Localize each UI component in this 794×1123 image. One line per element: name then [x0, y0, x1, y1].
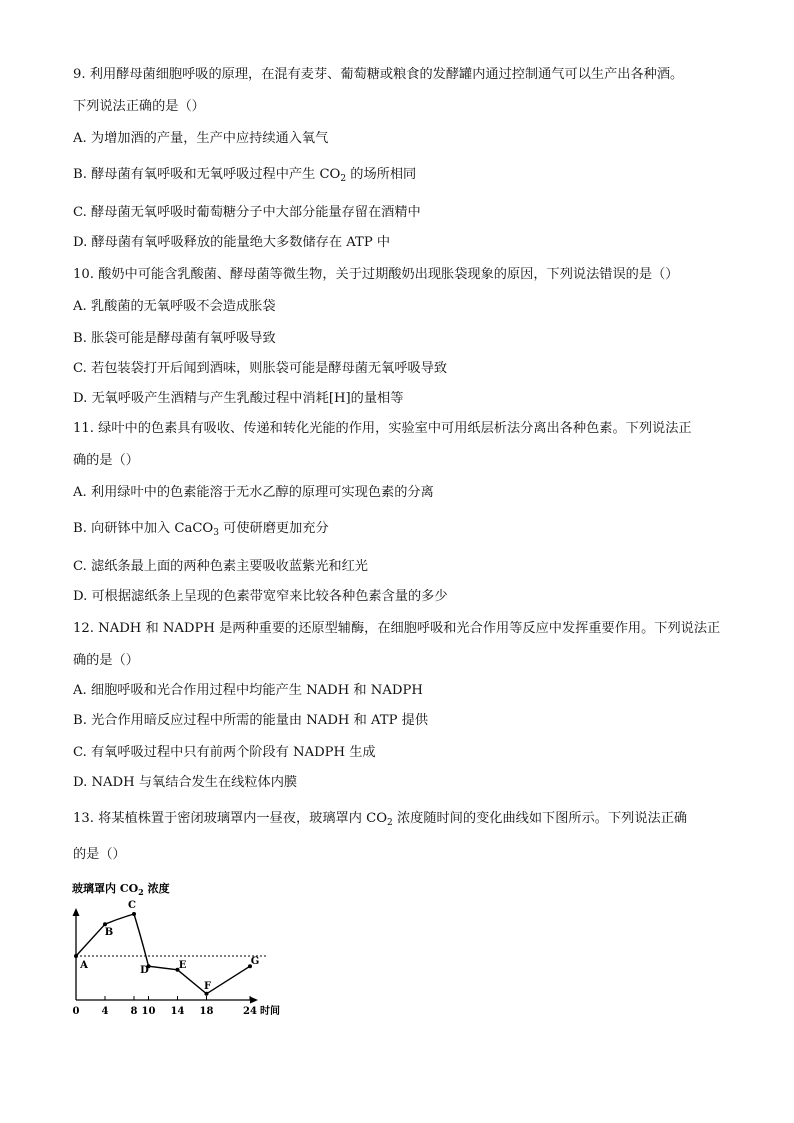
text-run: 浓度随时间的变化曲线如下图所示。下列说法正确 — [392, 811, 688, 826]
graph-axes — [73, 908, 267, 1004]
text-run: D. 无氧呼吸产生酒精与产生乳酸过程中消耗[H]的量相等 — [73, 391, 404, 406]
question-11-stem: 确的是（） — [73, 453, 139, 468]
text-run: A. 为增加酒的产量，生产中应持续通入氧气 — [73, 131, 329, 146]
text-run: B. 酵母菌有氧呼吸和无氧呼吸过程中产生 CO — [73, 167, 341, 182]
graph-curve — [74, 912, 252, 996]
point-B — [103, 922, 107, 926]
x-tick-label: 4 — [101, 1006, 109, 1016]
point-A — [74, 954, 78, 958]
text-run: C. 若包装袋打开后闻到酒味，则胀袋可能是酵母菌无氧呼吸导致 — [73, 361, 448, 376]
text-run: 13. 将某植株置于密闭玻璃罩内一昼夜，玻璃罩内 CO — [73, 811, 388, 826]
text-run: 的场所相同 — [346, 167, 417, 182]
point-label-C: C — [128, 900, 136, 911]
text-run: B. 向研钵中加入 CaCO — [73, 521, 214, 536]
question-10-option-B — [73, 330, 276, 348]
text-run: D. 酵母菌有氧呼吸释放的能量绝大多数储存在 ATP 中 — [73, 235, 391, 250]
question-9-option-A — [73, 130, 328, 148]
question-11-option-D — [73, 588, 448, 606]
question-11-option-B — [73, 520, 329, 542]
y-axis-label-text: 玻璃罩内 CO — [72, 882, 139, 895]
subscript: 3 — [213, 528, 219, 538]
text-run: 的是（） — [73, 847, 126, 862]
text-run: A. 乳酸菌的无氧呼吸不会造成胀袋 — [73, 299, 276, 314]
y-axis-label-text: 浓度 — [143, 882, 170, 895]
question-12-option-D — [73, 774, 297, 792]
subscript: 2 — [340, 174, 347, 184]
graph-labels — [72, 881, 280, 1016]
question-11-option-A — [73, 484, 434, 502]
question-10-stem: 10. 酸奶中可能含乳酸菌、酵母菌等微生物，关于过期酸奶出现胀袋现象的原因，下列说法错误的是（） — [73, 267, 679, 282]
y-axis-label-subscript: 2 — [138, 887, 144, 897]
question-10-option-C — [73, 360, 447, 378]
question-9-stem: 9. 利用酵母菌细胞呼吸的原理，在混有麦芽、葡萄糖或粮食的发酵罐内通过控制通气可以生产出各种酒。 — [73, 67, 684, 82]
y-axis-arrow — [73, 908, 80, 916]
question-13-stem — [73, 846, 126, 864]
co2-concentration-graph — [60, 876, 290, 1016]
question-11-option-C — [73, 558, 368, 576]
question-12-stem: 确的是（） — [73, 653, 139, 668]
question-12-option-C — [73, 744, 376, 762]
question-9-stem: 下列说法正确的是（） — [73, 99, 205, 114]
question-10-option-D — [73, 390, 403, 408]
point-F — [205, 992, 209, 996]
question-11-stem: 11. 绿叶中的色素具有吸收、传递和转化光能的作用，实验室中可用纸层析法分离出各种色素。下列说法正 — [73, 421, 692, 436]
point-label-A: A — [80, 960, 88, 971]
x-tick-label: 0 — [72, 1006, 80, 1016]
x-axis-arrow — [250, 997, 258, 1004]
text-run: 可使研磨更加充分 — [218, 521, 329, 536]
text-run: A. 细胞呼吸和光合作用过程中均能产生 NADH 和 NADPH — [73, 683, 423, 698]
x-tick-label: 10 — [141, 1006, 156, 1016]
question-9-option-D — [73, 234, 390, 252]
question-12-stem: 12. NADH 和 NADPH 是两种重要的还原型辅酶，在细胞呼吸和光合作用等反应中发挥重要作用。下列说法正 — [73, 621, 721, 636]
text-run: C. 酵母菌无氧呼吸时葡萄糖分子中大部分能量存留在酒精中 — [73, 205, 421, 220]
question-10-option-A — [73, 298, 276, 316]
point-label-G: G — [250, 956, 260, 968]
point-label-D: D — [140, 965, 149, 977]
x-tick-label: 18 — [199, 1006, 214, 1016]
question-12-option-A — [73, 682, 423, 700]
subscript: 2 — [387, 818, 393, 828]
text-run: B. 胀袋可能是酵母菌有氧呼吸导致 — [73, 331, 276, 346]
text-run: D. 可根据滤纸条上呈现的色素带宽窄来比较各种色素含量的多少 — [73, 589, 448, 604]
point-C — [132, 912, 136, 916]
text-run: C. 滤纸条最上面的两种色素主要吸收蓝紫光和红光 — [73, 559, 368, 574]
co2-curve-line — [76, 914, 250, 994]
text-run: D. NADH 与氧结合发生在线粒体内膜 — [73, 775, 298, 790]
question-9-option-C — [73, 204, 421, 222]
point-label-B: B — [104, 927, 114, 939]
y-axis-label — [72, 881, 170, 897]
x-tick-label: 24 — [243, 1006, 257, 1016]
text-run: C. 有氧呼吸过程中只有前两个阶段有 NADPH 生成 — [73, 745, 376, 760]
x-axis-label: 时间 — [260, 1006, 280, 1016]
text-run: B. 光合作用暗反应过程中所需的能量由 NADH 和 ATP 提供 — [73, 713, 429, 728]
x-tick-label: 14 — [170, 1006, 185, 1016]
point-label-E: E — [178, 959, 187, 971]
question-9-option-B — [73, 166, 416, 188]
point-label-F: F — [203, 980, 212, 992]
x-tick-label: 8 — [130, 1006, 138, 1016]
text-run: A. 利用绿叶中的色素能溶于无水乙醇的原理可实现色素的分离 — [73, 485, 434, 500]
question-13-stem — [73, 810, 687, 832]
question-12-option-B — [73, 712, 428, 730]
